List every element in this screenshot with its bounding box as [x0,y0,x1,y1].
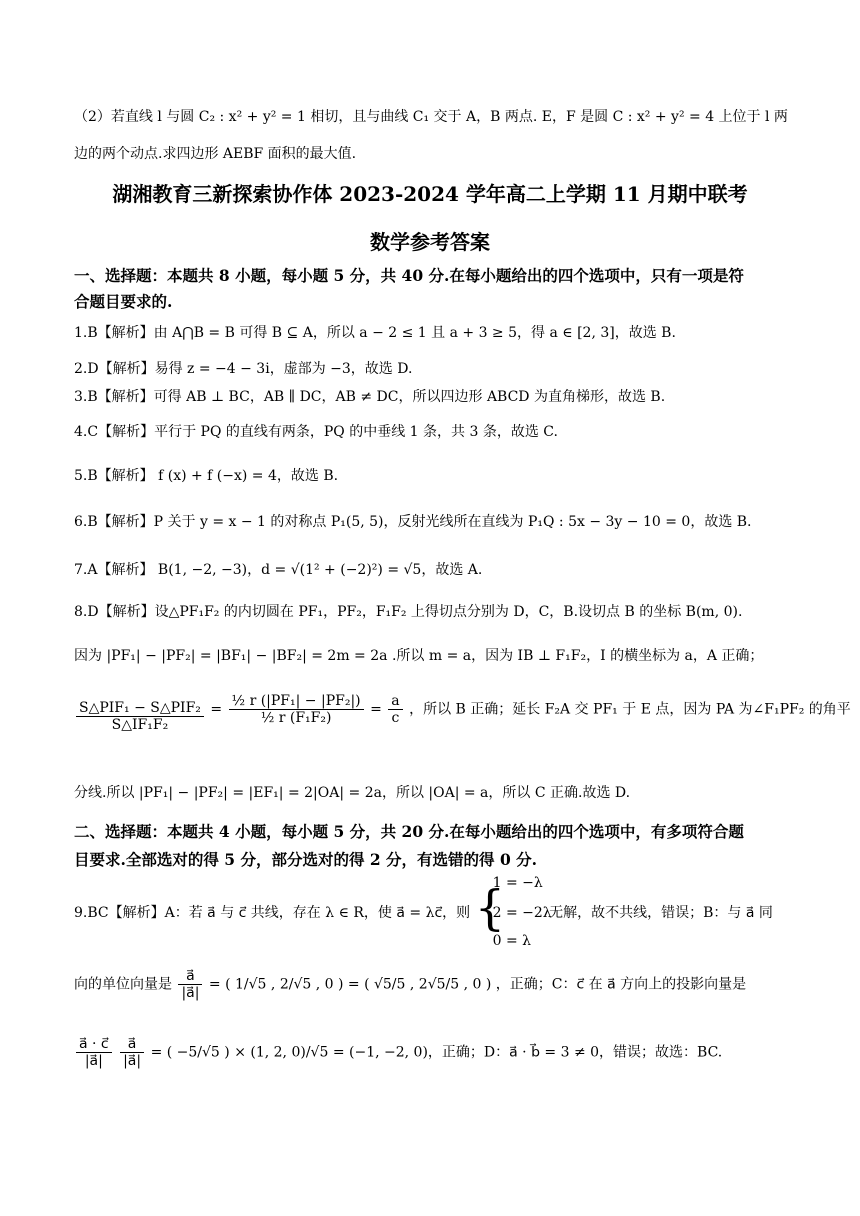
answer-9-line-1 [74,875,773,949]
section-2-heading-line-2: 目要求.全部选对的得 5 分，部分选对的得 2 分，有选错的得 0 分. [74,850,538,869]
direction-denominator: |a⃗| [123,1053,142,1069]
document-subtitle: 数学参考答案 [370,230,490,254]
unit-vector-numerator: a⃗ [178,968,202,985]
answer-9-line-2-end: ，正确；C：c⃗ 在 a⃗ 方向上的投影向量是 [495,976,747,993]
answer-4: 4.C【解析】平行于 PQ 的直线有两条，PQ 的中垂线 1 条，共 3 条，故选 C. [74,424,558,440]
answer-5: 5.B【解析】 f (x) + f (−x) = 4，故选 B. [74,468,339,484]
problem-tail-line-2: 边的两个动点.求四边形 AEBF 面积的最大值. [74,146,357,162]
answer-8-line-1: 8.D【解析】设△PF₁F₂ 的内切圆在 PF₁，PF₂，F₁F₂ 上得切点分别为 D，C，B.设切点 B 的坐标 B(m, 0). [74,604,743,620]
unit-vector-fraction [178,968,202,1001]
area-ratio-fraction [76,700,204,733]
projection-value: = ( −5/√5 ) × (1, 2, 0)/√5 = (−1, −2, 0)，正确；D：a⃗ · b⃗ = 3 ≠ 0，错误；故选：BC. [150,1044,723,1061]
answer-9-line-1-end: 无解，故不共线，错误；B：与 a⃗ 同 [549,905,773,921]
answer-8-formula-tail: ，所以 B 正确；延长 F₂A 交 PF₁ 于 E 点，因为 PA 为∠F₁PF₂ 的角平 [409,701,851,718]
answer-9-line-3 [74,1036,722,1069]
answer-3: 3.B【解析】可得 AB ⊥ BC，AB ∥ DC，AB ≠ DC，所以四边形 ABCD 为直角梯形，故选 B. [74,389,666,405]
answer-8-formula [74,686,851,752]
section-2-heading-line-1: 二、选择题：本题共 4 小题，每小题 5 分，共 20 分.在每小题给出的四个选项中，有多项符合题 [74,822,744,841]
equation-2: 2 = −2λ [492,905,552,921]
answer-1: 1.B【解析】由 A⋂B = B 可得 B ⊆ A，所以 a − 2 ≤ 1 且 a + 3 ≥ 5，得 a ∈ [2, 3]，故选 B. [74,325,676,341]
radius-ratio-numerator: ½ r (|PF₁| − |PF₂|) [229,693,364,710]
equation-system [474,875,552,949]
answer-9-line-2-start: 向的单位向量是 [74,976,172,993]
problem-tail-line-1: （2）若直线 l 与圆 C₂ : x² + y² = 1 相切，且与曲线 C₁ 交于 A，B 两点. E，F 是圆 C : x² + y² = 4 上位于 l 两 [74,109,788,125]
unit-vector-denominator: |a⃗| [181,985,200,1001]
area-ratio-numerator: S△PIF₁ − S△PIF₂ [76,700,204,717]
radius-ratio-denominator: ½ r (F₁F₂) [260,710,332,726]
section-1-heading-line-1: 一、选择题：本题共 8 小题，每小题 5 分，共 40 分.在每小题给出的四个选项中，只有一项是符 [74,266,744,285]
eccentricity-denominator: c [391,710,400,726]
eccentricity-numerator: a [388,693,402,710]
unit-vector-value: = ( 1/√5 , 2/√5 , 0 ) = ( √5/5 , 2√5/5 , 0 ) [208,976,492,993]
eccentricity-fraction [388,693,402,726]
answer-8-line-end: 分线.所以 |PF₁| − |PF₂| = |EF₁| = 2|OA| = 2a，所以 |OA| = a，所以 C 正确.故选 D. [74,785,631,801]
left-brace: { [474,880,506,936]
equals-sign-2: = [370,701,382,718]
dot-product-numerator: a⃗ · c⃗ [76,1036,112,1053]
answer-2: 2.D【解析】易得 z = −4 − 3i，虚部为 −3，故选 D. [74,361,413,377]
direction-numerator: a⃗ [120,1036,144,1053]
radius-ratio-fraction [229,693,364,726]
answer-8-line-2: 因为 |PF₁| − |PF₂| = |BF₁| − |BF₂| = 2m = 2a .所以 m = a，因为 IB ⊥ F₁F₂，I 的横坐标为 a，A 正确； [74,648,764,664]
direction-fraction [120,1036,144,1069]
equation-1: 1 = −λ [492,875,543,891]
document-title: 湖湘教育三新探索协作体 2023-2024 学年高二上学期 11 月期中联考 [112,182,748,206]
equals-sign: = [210,701,223,718]
answer-6: 6.B【解析】P 关于 y = x − 1 的对称点 P₁(5, 5)，反射光线所在直线为 P₁Q : 5x − 3y − 10 = 0，故选 B. [74,514,752,530]
dot-product-denominator: |a⃗| [84,1053,103,1069]
dot-product-fraction [76,1036,112,1069]
section-1-heading-line-2: 合题目要求的. [74,292,173,311]
equation-3: 0 = λ [492,933,532,949]
answer-9-line-1-start: 9.BC【解析】A：若 a⃗ 与 c⃗ 共线，存在 λ ∈ R，使 a⃗ = λc⃗，则 [74,905,471,921]
area-ratio-denominator: S△IF₁F₂ [111,717,169,733]
answer-9-line-2 [74,968,746,1001]
answer-7: 7.A【解析】 B(1, −2, −3)，d = √(1² + (−2)²) = √5，故选 A. [74,562,483,578]
